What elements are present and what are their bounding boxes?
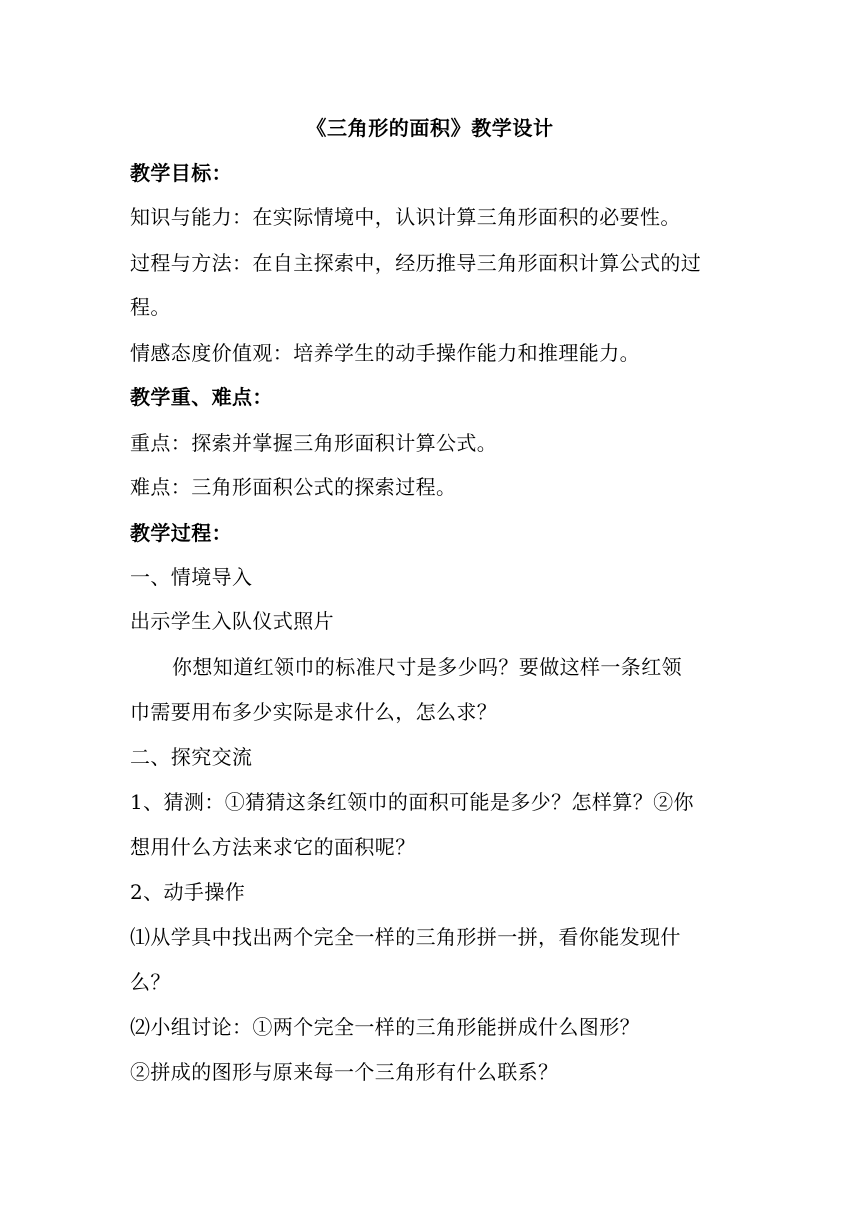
hands-on-step2-line2: ②拼成的图形与原来每一个三角形有什么联系？ xyxy=(130,1060,559,1084)
hands-on-step1-line2: 么？ xyxy=(130,970,171,994)
document-title: 《三角形的面积》教学设计 xyxy=(306,116,554,140)
show-photo-text: 出示学生入队仪式照片 xyxy=(130,609,334,633)
heading-key-difficult-points: 教学重、难点： xyxy=(130,385,273,409)
guess-line1: 1、猜测：①猜猜这条红领巾的面积可能是多少？怎样算？②你 xyxy=(130,790,694,814)
goal-process-method-line1: 过程与方法：在自主探索中，经历推导三角形面积计算公式的过 xyxy=(130,251,702,275)
heading-teaching-process: 教学过程： xyxy=(130,521,232,545)
hands-on-step2-line1: ⑵小组讨论：①两个完全一样的三角形能拼成什么图形？ xyxy=(130,1015,640,1039)
section-explore-exchange: 二、探究交流 xyxy=(130,745,253,769)
section-scene-introduction: 一、情境导入 xyxy=(130,565,253,589)
question-paragraph-line2: 巾需要用布多少实际是求什么，怎么求？ xyxy=(130,700,498,724)
heading-teaching-goals: 教学目标： xyxy=(130,161,232,185)
goal-knowledge-ability: 知识与能力：在实际情境中，认识计算三角形面积的必要性。 xyxy=(130,205,681,229)
guess-line2: 想用什么方法来求它的面积呢？ xyxy=(130,835,416,859)
key-point: 重点：探索并掌握三角形面积计算公式。 xyxy=(130,431,498,455)
hands-on-heading: 2、动手操作 xyxy=(130,880,246,904)
goal-process-method-line2: 程。 xyxy=(130,295,171,319)
hands-on-step1-line1: ⑴从学具中找出两个完全一样的三角形拼一拼，看你能发现什 xyxy=(130,925,681,949)
difficult-point: 难点：三角形面积公式的探索过程。 xyxy=(130,475,457,499)
goal-emotion-values: 情感态度价值观：培养学生的动手操作能力和推理能力。 xyxy=(130,341,640,365)
question-paragraph-line1: 你想知道红领巾的标准尺寸是多少吗？要做这样一条红领 xyxy=(172,655,682,679)
